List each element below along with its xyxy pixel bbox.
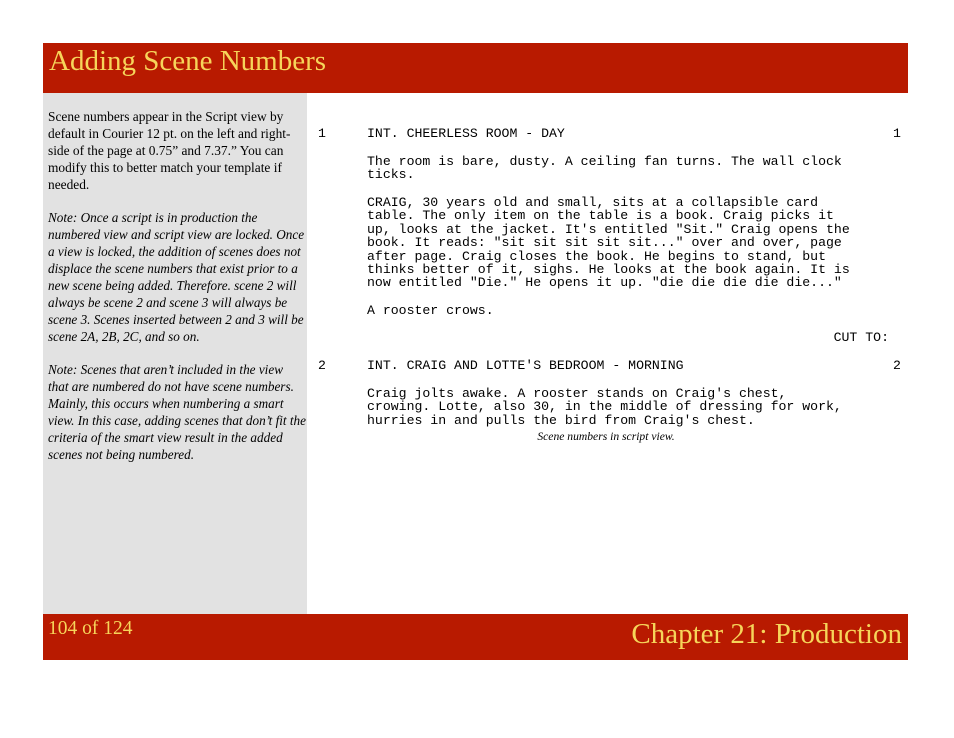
header-bar	[43, 43, 908, 93]
sidebar-paragraph-intro: Scene numbers appear in the Script view by default in Courier 12 pt. on the left and right-side of the page at 0.75” and 7.37.” You can modify this to better match your template if needed.	[48, 109, 291, 192]
scene-number-right: 1	[893, 126, 901, 141]
action-paragraph: CRAIG, 30 years old and small, sits at a collapsible card table. The only item on the table is a book. Craig picks it up, looks at the jacket. It's entitled "Sit." Craig opens the book. It reads: "sit sit sit sit sit..." over and over, page after page. Craig closes the book. He begins to stand, but thinks better of it, sighs. He looks at the book again. It is now entitled "Die." He opens it up. "die die die die die..."	[367, 195, 850, 291]
sidebar-note-smart-view: Note: Scenes that aren’t included in the view that are numbered do not have scene numbers. Mainly, this occurs when numbering a smart view. In this case, adding scenes that don’t fit the criteria of the smart view result in the added scenes not being numbered.	[48, 362, 306, 462]
scene-number-right: 2	[893, 358, 901, 373]
page-counter: 104 of 124	[48, 618, 133, 639]
scene-heading-row-2	[307, 359, 908, 373]
footer-bar	[43, 614, 908, 660]
scene-number-left: 2	[318, 358, 326, 373]
transition: CUT TO:	[833, 330, 889, 345]
sidebar-panel	[43, 93, 307, 614]
scene-heading-row-1	[307, 127, 908, 141]
sidebar-text	[48, 108, 306, 479]
figure-caption: Scene numbers in script view.	[537, 430, 675, 443]
page-title: Adding Scene Numbers	[49, 45, 327, 77]
sidebar-note-locked: Note: Once a script is in production the numbered view and script view are locked. Once a view is locked, the addition of scenes does not displace the scene numbers that exist prior to a new scene being added. Therefore. scene 2 will always be scene 2 and scene 3 will always be scene 3. Scenes inserted between 2 and 3 will be scene 2A, 2B, 2C, and so on.	[48, 210, 305, 344]
script-view-panel	[307, 93, 908, 614]
scene-heading: INT. CHEERLESS ROOM - DAY	[367, 126, 565, 141]
scene-heading: INT. CRAIG AND LOTTE'S BEDROOM - MORNING	[367, 358, 684, 373]
action-paragraph: A rooster crows.	[367, 303, 494, 318]
scene-number-left: 1	[318, 126, 326, 141]
action-paragraph: Craig jolts awake. A rooster stands on Craig's chest, crowing. Lotte, also 30, in the middle of dressing for work, hurries in and pulls the bird from Craig's chest.	[367, 386, 842, 428]
chapter-title: Chapter 21: Production	[631, 618, 902, 650]
action-paragraph: The room is bare, dusty. A ceiling fan turns. The wall clock ticks.	[367, 154, 842, 183]
